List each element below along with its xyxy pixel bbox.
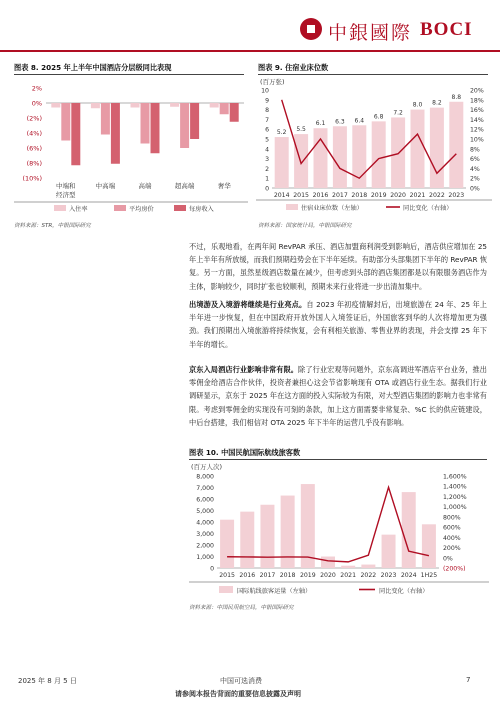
fig10-ytick-left: 6,000 <box>196 496 214 504</box>
fig9-data-label: 6.4 <box>354 117 365 125</box>
fig9-bar <box>430 108 444 188</box>
fig9-data-label: 7.2 <box>393 109 403 117</box>
fig10-legend-swatch-bar <box>219 586 233 593</box>
fig10-ytick-left: 5,000 <box>196 508 214 515</box>
fig9-xtick: 2021 <box>409 192 426 199</box>
header-rule <box>0 50 500 52</box>
fig8-bar-0 <box>51 103 60 108</box>
fig10-bar <box>260 505 274 568</box>
fig8-xtick: 高端 <box>138 182 152 190</box>
fig10-xtick: 2020 <box>320 572 336 579</box>
fig10-source: 资料来源：中国民用航空局，中银国际研究 <box>189 605 294 611</box>
fig10-legend-label-bar: 国际航线旅客运量（左轴） <box>237 588 312 595</box>
fig10-bar <box>422 524 436 568</box>
fig8-bar-0 <box>131 103 140 108</box>
fig10-bar <box>361 565 375 568</box>
fig10-ytick-right: 1,000% <box>443 504 467 512</box>
paragraph-travel-body: 自 2023 年初疫情解封后，出境旅游在 24 年、25 年上半年进一步恢复，但在中国政府开放外国人入境签证后，外国旅客到华的人次将增加更为强劲。我们预期出入境旅游将持续恢复，会有利相关旅游、零售业界的表现，并会支撑 25 年下半年的增长。 <box>189 300 487 349</box>
fig9-data-label: 6.3 <box>335 118 345 126</box>
fig8-xtick: 经济型 <box>56 191 76 199</box>
fig10-xtick: 2017 <box>259 572 276 579</box>
fig9-legend-swatch-bar <box>286 204 298 210</box>
fig9-xtick: 2020 <box>390 192 406 199</box>
fig8-xtick: 中高端 <box>95 182 116 190</box>
fig9-bar <box>314 128 328 188</box>
fig10-bar <box>240 512 254 568</box>
fig9-ytick-left: 0 <box>265 185 269 193</box>
fig9-data-label: 8.8 <box>451 93 462 101</box>
fig9-ytick-right: 14% <box>470 116 484 124</box>
fig8-ytick: (8%) <box>26 159 42 168</box>
fig10-ytick-right: 1,400% <box>443 483 467 491</box>
fig9-data-label: 8.0 <box>412 101 423 109</box>
fig8-legend-label: 平均房价 <box>129 206 154 213</box>
footer-page-number: 7 <box>466 676 471 684</box>
fig9-legend-label-bar: 住宿业床位数（左轴） <box>301 205 363 212</box>
fig9-ytick-right: 0% <box>470 185 480 193</box>
fig8-bar-0 <box>91 103 100 108</box>
fig9-ytick-left: 8 <box>265 107 269 115</box>
fig9-ytick-right: 16% <box>470 107 484 115</box>
fig10-chart <box>189 460 489 600</box>
fig9-xtick: 2023 <box>448 192 465 199</box>
fig9-bar <box>411 110 425 188</box>
fig9-data-label: 5.5 <box>296 126 306 134</box>
fig10-ytick-left: 4,000 <box>196 519 214 527</box>
fig8-bar-1 <box>141 103 150 144</box>
fig10-bar <box>341 566 355 568</box>
fig10-bar <box>220 520 234 568</box>
fig8-xtick: 中端和 <box>56 182 76 190</box>
fig9-title-rule <box>258 74 488 75</box>
fig9-ytick-left: 3 <box>265 156 269 164</box>
fig9-bar <box>275 137 289 188</box>
fig9-ytick-left: 6 <box>265 126 269 134</box>
footer-date: 2025 年 8 月 5 日 <box>18 677 77 685</box>
fig10-ytick-right: 800% <box>443 514 461 522</box>
fig10-ytick-right: 1,600% <box>443 473 467 481</box>
fig10-xtick: 2024 <box>400 572 417 579</box>
fig10-bar <box>301 484 315 568</box>
fig8-chart <box>14 78 248 218</box>
fig9-ytick-left: 7 <box>265 116 269 124</box>
fig8-title: 图表 8. 2025 年上半年中国酒店分层级同比表现 <box>14 63 172 72</box>
fig10-ytick-left: 8,000 <box>196 473 214 481</box>
fig10-bar <box>321 557 335 569</box>
fig10-ytick-right: (200%) <box>443 565 466 573</box>
fig8-legend-label: 每房收入 <box>189 206 214 213</box>
fig10-xtick: 2019 <box>299 572 316 579</box>
fig8-bar-2 <box>230 103 239 122</box>
fig10-ytick-left: 2,000 <box>196 542 214 550</box>
fig9-source: 资料来源：国家统计局，中银国际研究 <box>258 223 352 229</box>
fig9-ytick-right: 20% <box>470 87 484 95</box>
fig8-legend-label: 入住率 <box>69 206 88 213</box>
fig10-ytick-right: 400% <box>443 534 461 542</box>
fig9-ytick-left: 1 <box>265 175 269 183</box>
fig10-xtick: 2015 <box>219 572 235 579</box>
fig8-ytick: (6%) <box>26 144 42 153</box>
fig9-ytick-right: 10% <box>470 136 484 144</box>
fig9-ytick-right: 4% <box>470 165 480 173</box>
fig10-bar <box>382 535 396 568</box>
fig10-ytick-right: 0% <box>443 555 453 563</box>
fig9-ytick-left: 4 <box>265 146 269 154</box>
fig9-data-label: 5.2 <box>276 129 287 137</box>
fig10-ytick-left: 7,000 <box>196 485 214 492</box>
fig8-xtick: 超高端 <box>174 182 195 190</box>
fig9-xtick: 2017 <box>332 192 348 199</box>
fig9-bar <box>449 102 463 188</box>
fig9-data-label: 8.2 <box>432 99 442 107</box>
fig9-ytick-left: 10 <box>261 87 269 95</box>
fig10-ytick-left: 0 <box>210 565 214 573</box>
logo-english: BOCI <box>420 19 473 40</box>
fig8-bar-1 <box>101 103 110 135</box>
fig8-bar-2 <box>111 103 120 164</box>
paragraph-travel-lead: 出境游及入境游将继续是行业亮点。 <box>189 300 307 309</box>
fig8-bar-2 <box>71 103 80 165</box>
fig10-title: 图表 10. 中国民航国际航线旅客数 <box>189 448 301 457</box>
fig8-ytick: 0% <box>31 99 42 108</box>
fig9-bar <box>333 126 347 188</box>
fig8-legend-swatch <box>54 205 66 211</box>
fig10-ytick-left: 1,000 <box>196 554 214 561</box>
fig8-legend-swatch <box>174 205 186 211</box>
fig10-ytick-right: 600% <box>443 524 461 532</box>
fig10-xtick: 2023 <box>380 572 397 579</box>
fig9-xtick: 2016 <box>312 192 329 199</box>
fig9-title: 图表 9. 住宿业床位数 <box>258 63 329 72</box>
fig8-ytick: (2%) <box>26 114 42 123</box>
fig9-xtick: 2019 <box>370 192 387 199</box>
paragraph-supply: 不过，乐观地看，在两年间 RevPAR 承压、酒店加盟商利润受到影响后，酒店供应增加在 25 年上半年有所放缓，而我们预期趋势会在下半年延续。有助部分头部集团下半年的 RevPAR 恢复。另一方面，虽然星级酒店数量在减少，但考虑到头部的酒店集团都是以有限服务酒店作为主体，影响较少，同时扩张也较顺利，预期未来行业将进一步出清加集中。 <box>189 242 487 291</box>
fig9-ytick-left: 5 <box>265 136 269 144</box>
paragraph-jd <box>189 363 487 429</box>
fig10-xtick: 2021 <box>340 572 357 579</box>
fig10-xtick: 2018 <box>279 572 296 579</box>
fig10-ytick-left: 3,000 <box>196 531 214 538</box>
fig9-legend-label-line: 同比变化（右轴） <box>403 205 453 212</box>
fig9-ytick-left: 2 <box>265 165 269 173</box>
fig8-legend-swatch <box>114 205 126 211</box>
fig8-title-rule <box>14 74 244 75</box>
fig9-ytick-left: 9 <box>265 97 269 105</box>
fig9-ytick-right: 18% <box>470 97 484 105</box>
paragraph-jd-lead: 京东入局酒店行业影响非常有限。 <box>189 365 299 374</box>
fig9-unit: (百万张) <box>260 78 285 86</box>
fig8-bar-1 <box>220 103 229 114</box>
fig9-ytick-right: 6% <box>470 156 480 164</box>
fig10-bar <box>402 492 416 568</box>
fig8-xtick: 奢华 <box>217 182 231 190</box>
fig9-xtick: 2014 <box>273 192 290 199</box>
fig10-xtick: 2016 <box>239 572 256 579</box>
fig10-legend-label-line: 同比变化（右轴） <box>379 588 429 595</box>
logo-chinese: 中銀國際 <box>328 22 413 44</box>
fig10-ytick-right: 200% <box>443 545 461 553</box>
fig10-yoy-line <box>227 487 429 562</box>
fig10-xtick: 2022 <box>360 572 377 579</box>
boci-logo <box>300 16 490 44</box>
fig9-data-label: 6.8 <box>373 113 384 121</box>
footer-disclaimer: 请参阅本报告背面的重要信息披露及声明 <box>175 690 301 698</box>
fig8-ytick: 2% <box>31 84 42 93</box>
fig8-bar-1 <box>61 103 70 141</box>
fig10-unit: (百万人次) <box>191 463 223 471</box>
fig10-xtick: 1H25 <box>420 572 438 579</box>
fig8-source: 资料来源：STR，中银国际研究 <box>14 223 91 229</box>
fig9-xtick: 2015 <box>293 192 309 199</box>
fig9-chart <box>256 76 492 218</box>
fig8-ytick: (10%) <box>22 174 42 183</box>
fig9-data-label: 6.1 <box>315 120 326 128</box>
fig8-ytick: (4%) <box>26 129 42 138</box>
fig9-bar <box>372 121 386 188</box>
fig8-bar-0 <box>210 103 219 108</box>
footer-section: 中国可选消费 <box>220 677 262 685</box>
fig10-ytick-right: 1,200% <box>443 493 467 501</box>
paragraph-jd-body: 除了行业宏观等问题外，京东高调进军酒店平台业务，推出零佣金给酒店合作伙伴，投资者兼担心这会节省影响现有 OTA 或酒店行业生态。据我们行业调研显示，京东于 2025 年在这方面的投入实际较为有限，对大型酒店集团的影响力也非常有限。考虑到零佣金的实现没有可刻的条款，加上这方面需要非常复杂、%C 长的供应链建设，中后台搭建，我们相信对 OTA 2025 年下半年的运营几乎没有影响。 <box>189 365 487 427</box>
fig9-ytick-right: 8% <box>470 146 480 154</box>
fig9-ytick-right: 2% <box>470 175 480 183</box>
fig8-bar-1 <box>180 103 189 148</box>
fig9-ytick-right: 12% <box>470 126 484 134</box>
paragraph-travel <box>189 298 487 351</box>
fig9-xtick: 2018 <box>351 192 368 199</box>
boci-emblem-icon <box>300 18 322 40</box>
fig8-bar-2 <box>190 103 199 139</box>
fig9-bar <box>294 134 308 188</box>
fig8-bar-0 <box>170 103 179 107</box>
fig8-bar-2 <box>151 103 160 153</box>
fig9-xtick: 2022 <box>429 192 445 199</box>
